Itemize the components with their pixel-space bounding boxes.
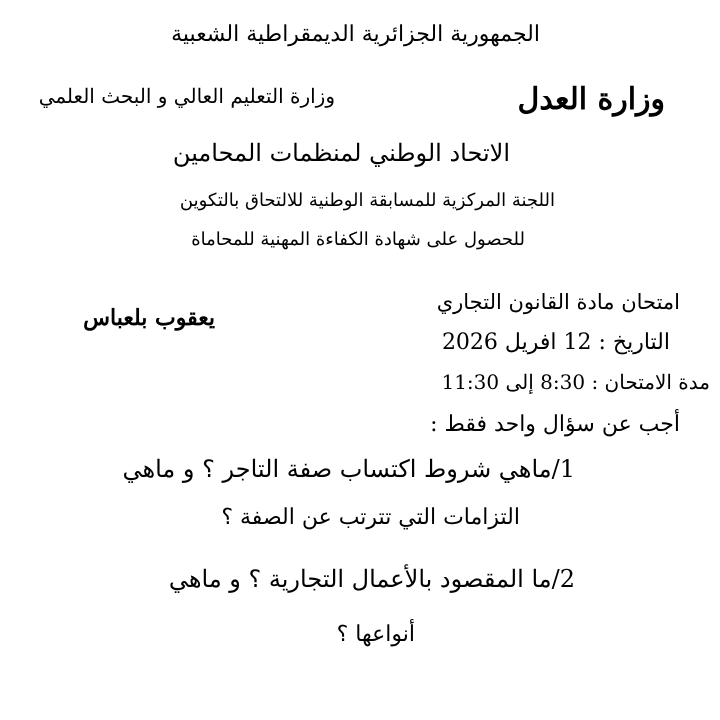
candidate-name: يعقوب بلعباس (83, 305, 215, 331)
committee-title: اللجنة المركزية للمسابقة الوطنية للالتحاق بالتكوين (179, 190, 555, 211)
ministry-justice: وزارة العدل (517, 82, 665, 117)
question-1-line-2: التزامات التي تترتب عن الصفة ؟ (221, 505, 520, 530)
exam-duration: مدة الامتحان : 8:30 إلى 11:30 (441, 370, 710, 394)
exam-date: التاريخ : 12 افريل 2026 (441, 330, 670, 355)
certificate-title: للحصول على شهادة الكفاءة المهنية للمحاماة (191, 229, 525, 250)
question-2-line-1: 2/ما المقصود بالأعمال التجارية ؟ و ماهي (168, 565, 575, 593)
question-1-line-1: 1/ماهي شروط اكتساب صفة التاجر ؟ و ماهي (122, 455, 575, 483)
exam-subject: امتحان مادة القانون التجاري (436, 290, 680, 314)
question-2-line-2: أنواعها ؟ (336, 622, 415, 647)
exam-instruction: أجب عن سؤال واحد فقط : (430, 412, 680, 437)
union-title: الاتحاد الوطني لمنظمات المحامين (172, 139, 510, 167)
ministry-education: وزارة التعليم العالي و البحث العلمي (38, 84, 335, 108)
republic-title: الجمهورية الجزائرية الديمقراطية الشعبية (171, 22, 540, 47)
